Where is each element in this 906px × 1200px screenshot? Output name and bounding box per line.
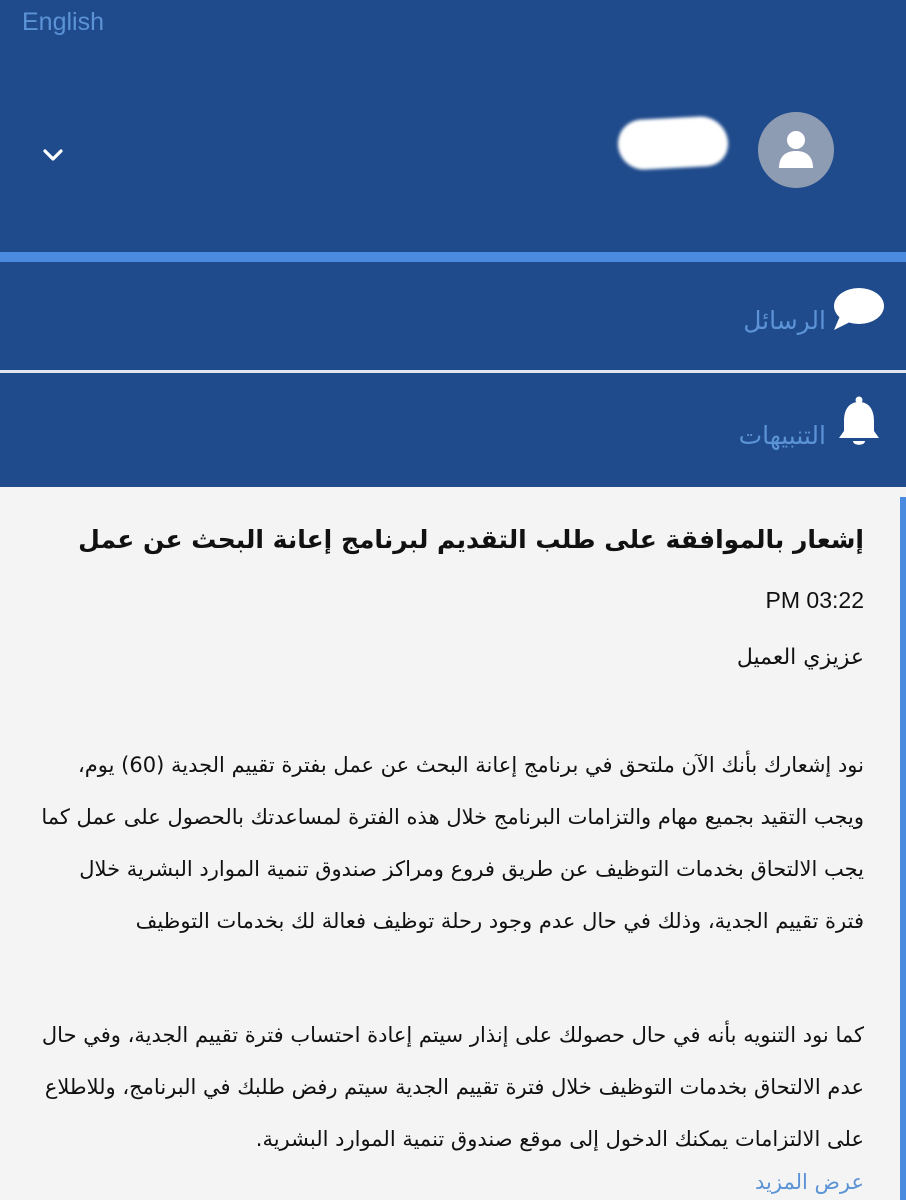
bell-icon: [836, 395, 882, 453]
chevron-down-icon[interactable]: [38, 140, 68, 170]
message-paragraph-1: نود إشعارك بأنك الآن ملتحق في برنامج إعانة البحث عن عمل بفترة تقييم الجدية (60) يوم، ويجب التقيد بجميع مهام والتزامات البرنامج خلال هذه الفترة لمساعدتك بالحصول على عمل كما يجب الالتحاق بخدمات التوظيف عن طريق فروع ومراكز صندوق تنمية الموارد البشرية خلال فترة تقييم الجدية، وذلك في حال عدم وجود رحلة توظيف فعالة لك بخدمات التوظيف: [41, 753, 864, 933]
app-header: [0, 0, 906, 252]
message-time: PM 03:22: [765, 587, 864, 613]
message-accent-bar: [900, 497, 906, 1200]
show-more-link[interactable]: عرض المزيد: [754, 1170, 864, 1194]
redacted-username: [617, 115, 729, 171]
nav-item-notifications[interactable]: [0, 373, 906, 487]
message-panel: [0, 487, 906, 1200]
chat-bubble-icon: [832, 286, 886, 338]
nav-notifications-label: التنبيهات: [738, 421, 826, 450]
avatar[interactable]: [758, 112, 834, 188]
user-icon: [776, 128, 816, 170]
language-toggle-link[interactable]: English: [22, 8, 104, 36]
message-greeting: عزيزي العميل: [736, 645, 864, 670]
nav-item-messages[interactable]: [0, 262, 906, 370]
message-paragraph-2: كما نود التنويه بأنه في حال حصولك على إنذار سيتم إعادة احتساب فترة تقييم الجدية، وفي حال عدم الالتحاق بخدمات التوظيف خلال فترة تقييم الجدية سيتم رفض طلبك في البرنامج، وللاطلاع على الالتزامات يمكنك الدخول إلى موقع صندوق تنمية الموارد البشرية.: [41, 1023, 864, 1151]
nav-messages-label: الرسائل: [743, 306, 826, 335]
header-divider: [0, 252, 906, 262]
message-title: إشعار بالموافقة على طلب التقديم لبرنامج إعانة البحث عن عمل: [78, 525, 864, 554]
